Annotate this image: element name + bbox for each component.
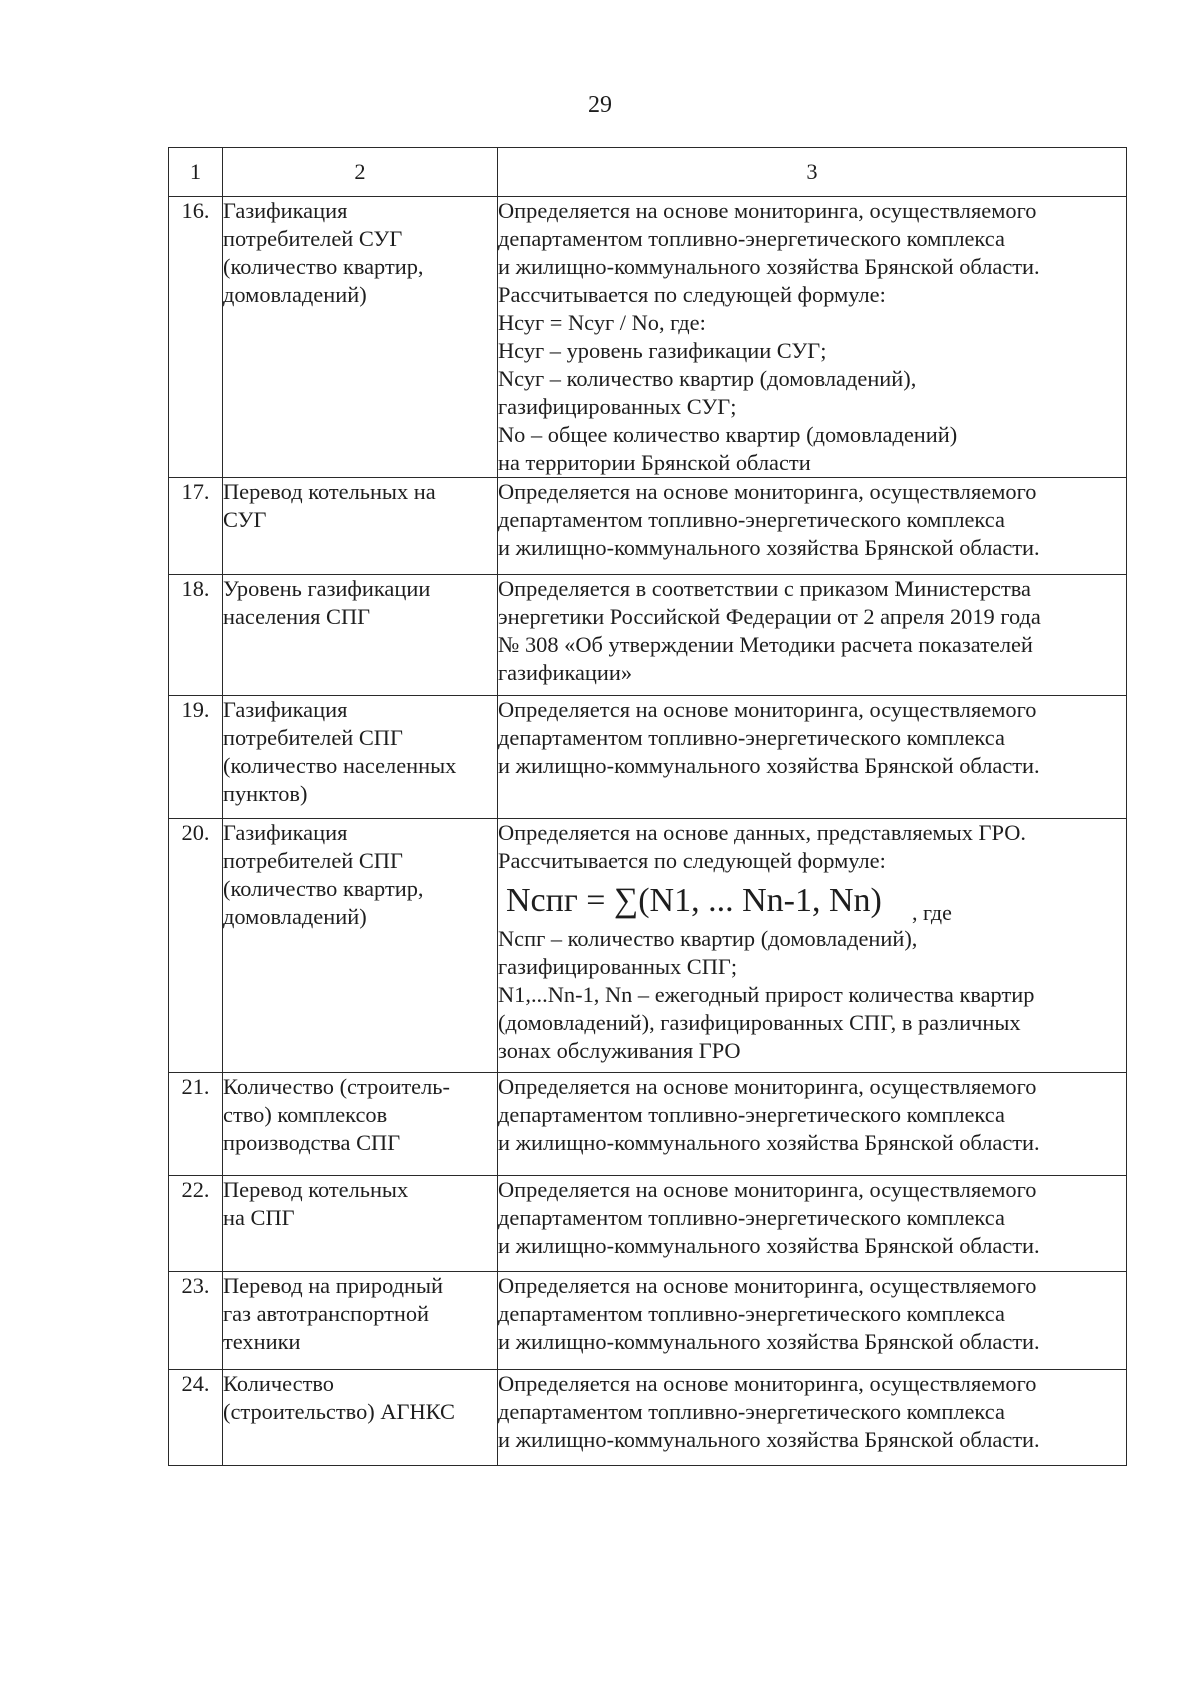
method-line: департаментом топливно-энергетического комплекса	[498, 1399, 1005, 1424]
method-line: Определяется на основе мониторинга, осуществляемого	[498, 479, 1037, 504]
method-line: и жилищно-коммунального хозяйства Брянской области.	[498, 1130, 1040, 1155]
column-header: 2	[223, 148, 498, 197]
indicator-name-line: (количество населенных	[223, 753, 457, 778]
indicator-name-line: потребителей СПГ	[223, 725, 403, 750]
indicator-name-line: населения СПГ	[223, 604, 371, 629]
table-row	[169, 197, 1127, 478]
row-number: 17.	[169, 478, 223, 575]
method-line: Рассчитывается по следующей формуле:	[498, 282, 886, 307]
indicator-name-line: Газификация	[223, 697, 348, 722]
indicator-name-line: Количество	[223, 1371, 334, 1396]
formula	[498, 875, 1126, 925]
method-line: и жилищно-коммунального хозяйства Брянской области.	[498, 254, 1040, 279]
indicator-name	[223, 1073, 498, 1176]
indicator-method	[498, 696, 1127, 819]
method-line: Определяется на основе мониторинга, осуществляемого	[498, 1273, 1037, 1298]
method-line: Определяется на основе мониторинга, осуществляемого	[498, 697, 1037, 722]
indicator-name-line: (строительство) АГНКС	[223, 1399, 455, 1424]
indicator-name-line: Количество (строитель-	[223, 1074, 450, 1099]
method-line: на территории Брянской области	[498, 450, 811, 475]
method-line: газифицированных СУГ;	[498, 394, 737, 419]
row-number: 18.	[169, 575, 223, 696]
row-number: 22.	[169, 1176, 223, 1272]
method-line: и жилищно-коммунального хозяйства Брянской области.	[498, 535, 1040, 560]
indicator-method	[498, 1073, 1127, 1176]
indicator-name-line: производства СПГ	[223, 1130, 401, 1155]
method-line: Рассчитывается по следующей формуле:	[498, 848, 886, 873]
indicator-name-line: Перевод котельных на	[223, 479, 436, 504]
method-line: энергетики Российской Федерации от 2 апреля 2019 года	[498, 604, 1041, 629]
indicator-name-line: техники	[223, 1329, 301, 1354]
indicator-name	[223, 478, 498, 575]
indicator-name	[223, 1176, 498, 1272]
indicator-name-line: потребителей СУГ	[223, 226, 403, 251]
method-line: Нсуг = Nсуг / Nо, где:	[498, 310, 706, 335]
method-line: департаментом топливно-энергетического комплекса	[498, 507, 1005, 532]
indicator-name-line: СУГ	[223, 507, 267, 532]
indicator-name-line: потребителей СПГ	[223, 848, 403, 873]
table-row	[169, 1073, 1127, 1176]
indicator-method	[498, 819, 1127, 1073]
method-line: Нсуг – уровень газификации СУГ;	[498, 338, 827, 363]
column-header: 1	[169, 148, 223, 197]
row-number: 19.	[169, 696, 223, 819]
column-header: 3	[498, 148, 1127, 197]
method-line: (домовладений), газифицированных СПГ, в различных	[498, 1010, 1021, 1035]
table-row	[169, 696, 1127, 819]
method-line: департаментом топливно-энергетического комплекса	[498, 1102, 1005, 1127]
method-line: № 308 «Об утверждении Методики расчета показателей	[498, 632, 1033, 657]
method-line: департаментом топливно-энергетического комплекса	[498, 226, 1005, 251]
indicator-name-line: газ автотранспортной	[223, 1301, 430, 1326]
method-line: департаментом топливно-энергетического комплекса	[498, 1301, 1005, 1326]
table-row	[169, 478, 1127, 575]
method-line: и жилищно-коммунального хозяйства Брянской области.	[498, 753, 1040, 778]
method-line: газификации»	[498, 660, 633, 685]
page-number: 29	[588, 92, 612, 118]
indicator-method	[498, 1176, 1127, 1272]
indicator-name	[223, 197, 498, 478]
indicator-name	[223, 1272, 498, 1370]
table-row	[169, 1272, 1127, 1370]
indicator-name-line: (количество квартир,	[223, 876, 424, 901]
indicator-name-line: Газификация	[223, 820, 348, 845]
method-line: Определяется на основе данных, представляемых ГРО.	[498, 820, 1026, 845]
formula-expression: Nспг = ∑(N1, ... Nn-1, Nn)	[506, 882, 882, 919]
indicator-method	[498, 1370, 1127, 1466]
indicator-name-line: Перевод на природный	[223, 1273, 444, 1298]
row-number: 16.	[169, 197, 223, 478]
method-line: Определяется на основе мониторинга, осуществляемого	[498, 1177, 1037, 1202]
method-line: газифицированных СПГ;	[498, 954, 738, 979]
row-number: 20.	[169, 819, 223, 1073]
method-line: и жилищно-коммунального хозяйства Брянской области.	[498, 1427, 1040, 1452]
indicator-name-line: Уровень газификации	[223, 576, 431, 601]
row-number: 23.	[169, 1272, 223, 1370]
indicator-name-line: Газификация	[223, 198, 348, 223]
indicators-table	[168, 147, 1127, 1466]
method-line: Nо – общее количество квартир (домовладений)	[498, 422, 958, 447]
method-line: департаментом топливно-энергетического комплекса	[498, 1205, 1005, 1230]
formula-suffix: , где	[912, 900, 952, 925]
row-number: 24.	[169, 1370, 223, 1466]
indicator-name-line: домовладений)	[223, 282, 367, 307]
indicator-name-line: домовладений)	[223, 904, 367, 929]
indicator-name-line: Перевод котельных	[223, 1177, 409, 1202]
method-line: Определяется на основе мониторинга, осуществляемого	[498, 1371, 1037, 1396]
method-line: Определяется в соответствии с приказом Министерства	[498, 576, 1031, 601]
indicator-name	[223, 819, 498, 1073]
table-row	[169, 1370, 1127, 1466]
indicator-method	[498, 197, 1127, 478]
method-line: департаментом топливно-энергетического комплекса	[498, 725, 1005, 750]
indicator-name-line: на СПГ	[223, 1205, 295, 1230]
method-line: Nспг – количество квартир (домовладений),	[498, 926, 918, 951]
method-line: и жилищно-коммунального хозяйства Брянской области.	[498, 1233, 1040, 1258]
method-line: и жилищно-коммунального хозяйства Брянской области.	[498, 1329, 1040, 1354]
method-line: N1,...Nn-1, Nn – ежегодный прирост количества квартир	[498, 982, 1035, 1007]
indicator-name-line: пунктов)	[223, 781, 308, 806]
indicator-name-line: (количество квартир,	[223, 254, 424, 279]
method-line: Определяется на основе мониторинга, осуществляемого	[498, 1074, 1037, 1099]
indicator-name	[223, 696, 498, 819]
indicator-name	[223, 575, 498, 696]
indicator-method	[498, 575, 1127, 696]
table-header-row	[169, 148, 1127, 197]
method-line: Определяется на основе мониторинга, осуществляемого	[498, 198, 1037, 223]
method-line: Nсуг – количество квартир (домовладений),	[498, 366, 917, 391]
indicator-method	[498, 478, 1127, 575]
indicator-name-line: ство) комплексов	[223, 1102, 388, 1127]
table-row	[169, 575, 1127, 696]
table-row	[169, 819, 1127, 1073]
method-line: зонах обслуживания ГРО	[498, 1038, 741, 1063]
indicator-method	[498, 1272, 1127, 1370]
table-row	[169, 1176, 1127, 1272]
indicator-name	[223, 1370, 498, 1466]
row-number: 21.	[169, 1073, 223, 1176]
